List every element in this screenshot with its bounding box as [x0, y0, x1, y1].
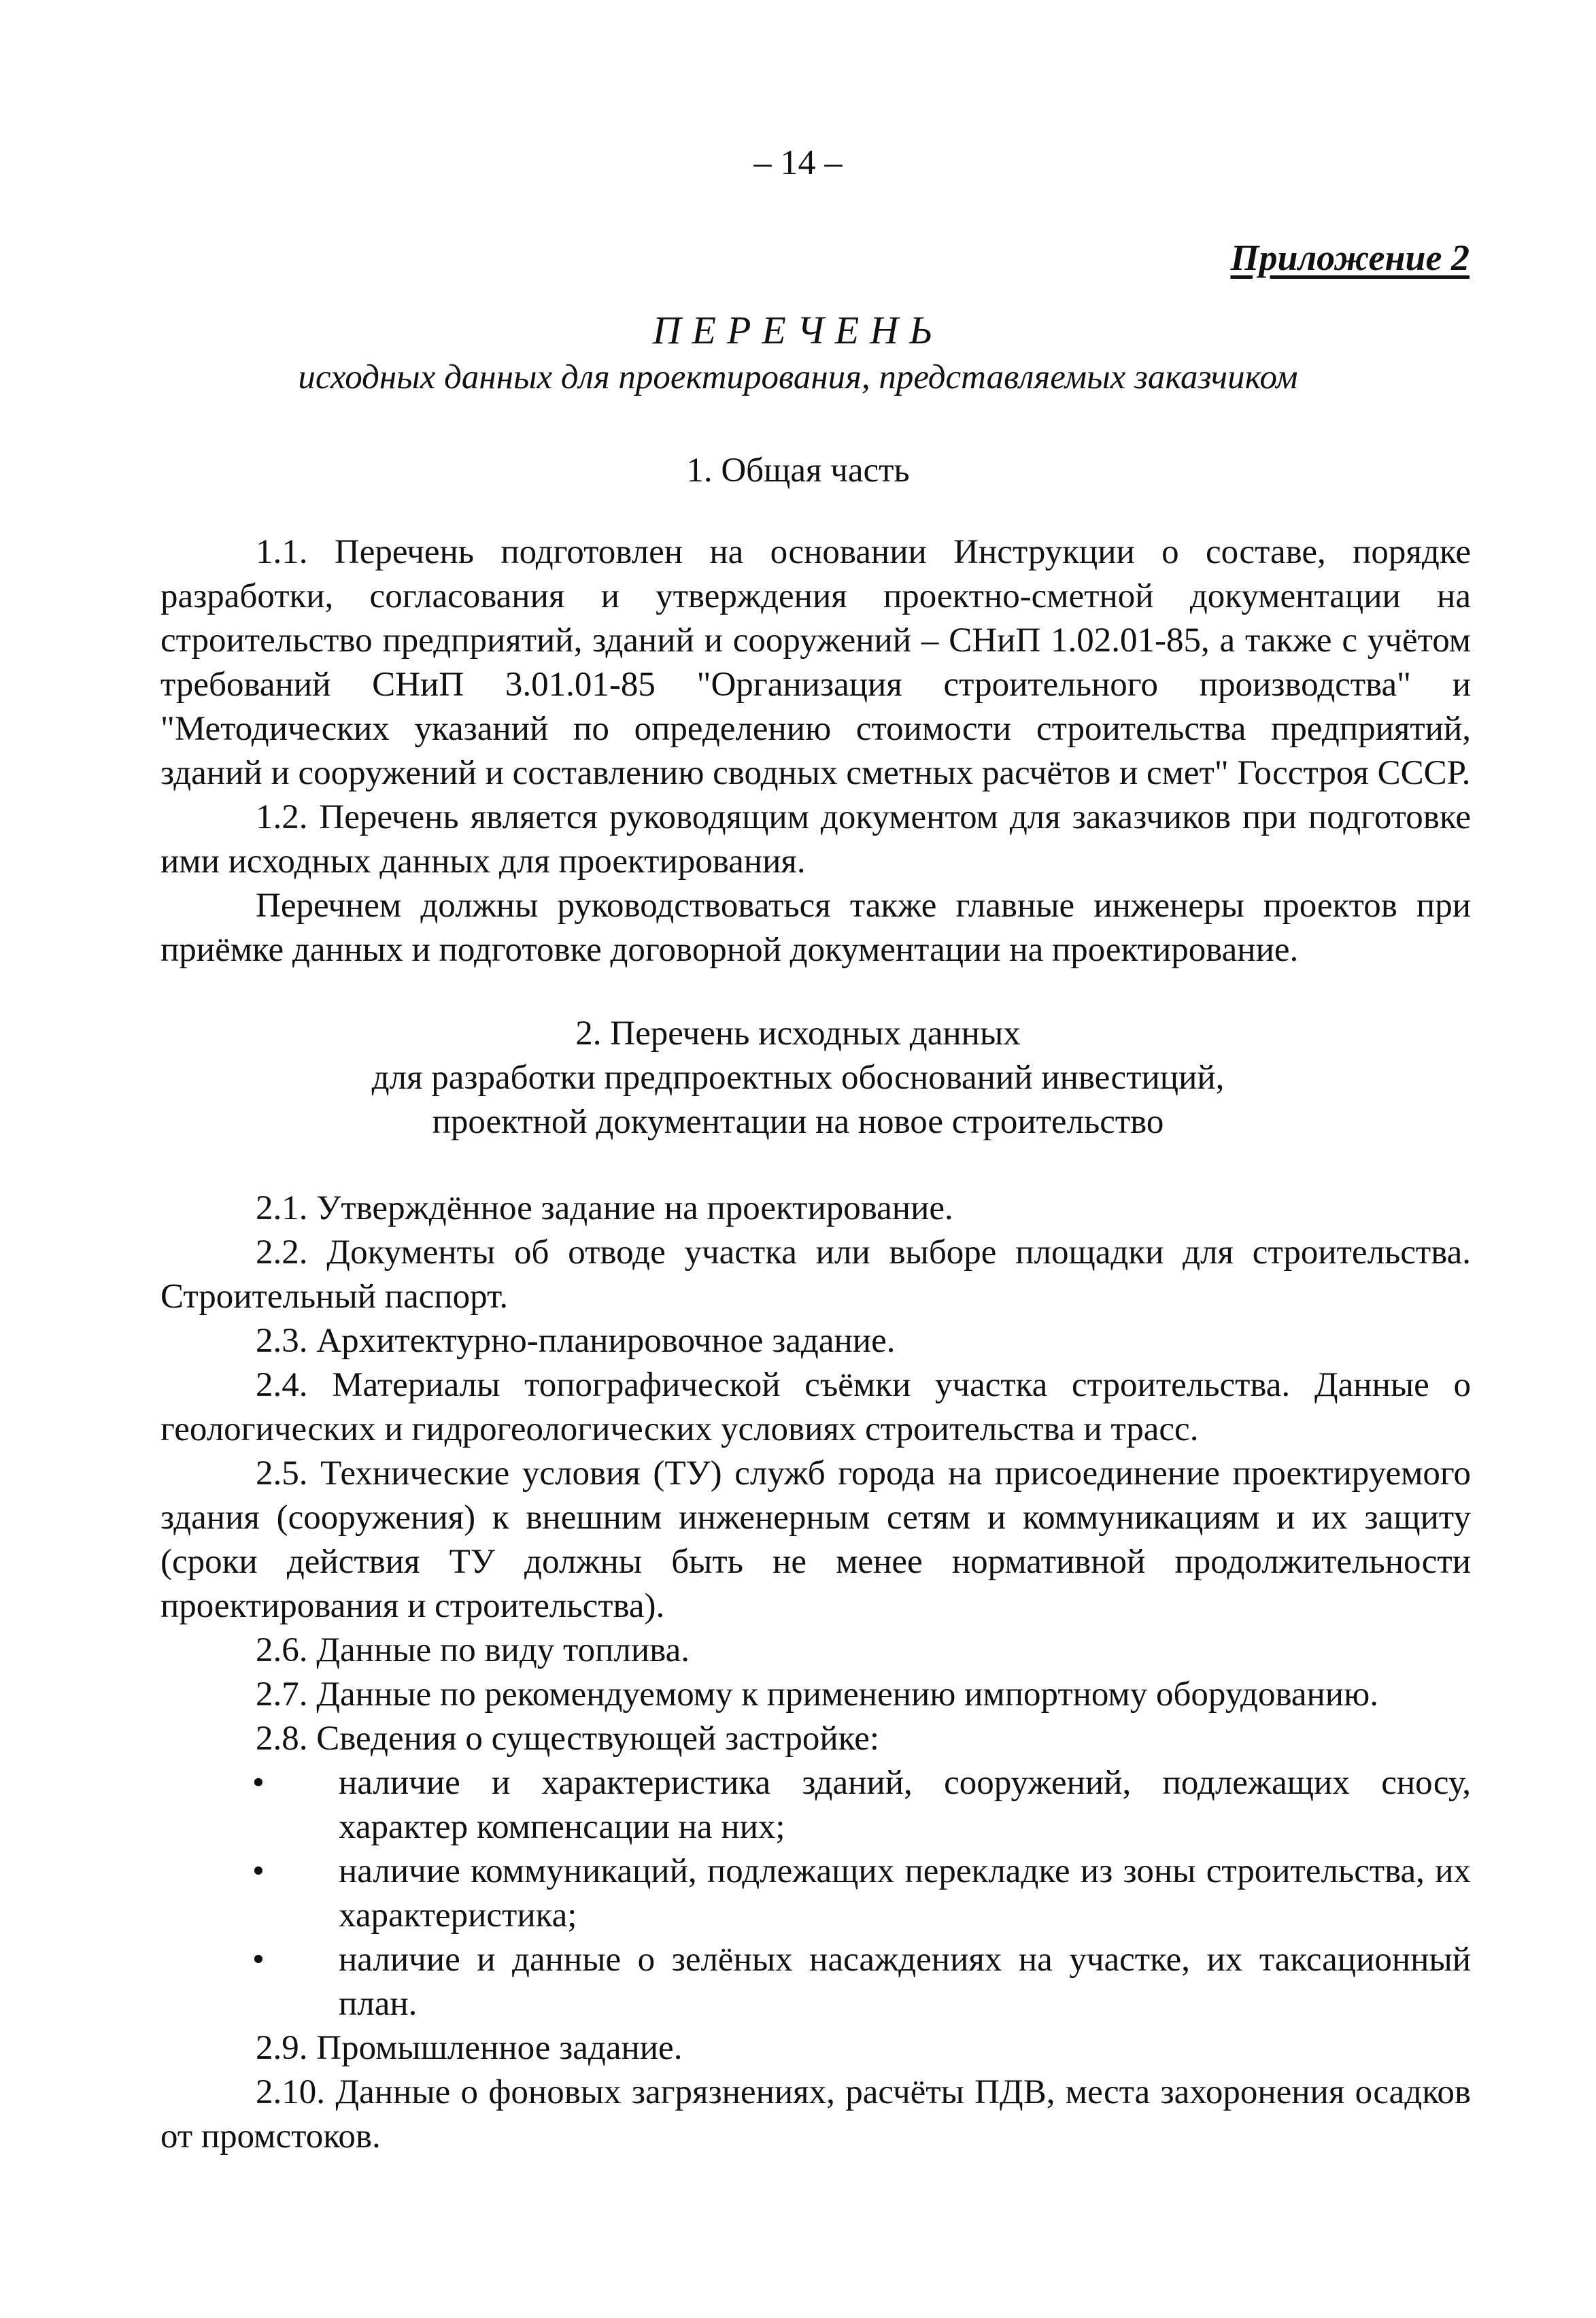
- section-2-heading-line: 2. Перечень исходных данных: [575, 1015, 1021, 1053]
- section-2-heading-line: проектной документации на новое строительство: [432, 1103, 1164, 1141]
- item-2-1: 2.1. Утверждённое задание на проектирование.: [256, 1189, 953, 1227]
- bullet-icon: •: [252, 1852, 265, 1890]
- section-1-body: [160, 530, 1471, 972]
- item-2-8: 2.8. Сведения о существующей застройке:: [256, 1720, 880, 1758]
- item-2-10: 2.10. Данные о фоновых загрязнениях, расчёты ПДВ, места захоронения осадков от промстоков.: [160, 2073, 1471, 2155]
- paragraph-1-2: 1.2. Перечень является руководящим документом для заказчиков при подготовке ими исходных данных для проектирования.: [160, 798, 1471, 881]
- item-2-7: 2.7. Данные по рекомендуемому к применению импортному оборудованию.: [256, 1675, 1378, 1714]
- item-2-9: 2.9. Промышленное задание.: [256, 2029, 683, 2067]
- bullet-text: наличие и данные о зелёных насаждениях на участке, их таксационный план.: [339, 1941, 1471, 2023]
- item-2-3: 2.3. Архитектурно-планировочное задание.: [256, 1322, 896, 1360]
- bullet-text: наличие и характеристика зданий, сооружений, подлежащих сносу, характер компенсации на них;: [339, 1764, 1471, 1846]
- bullet-icon: •: [252, 1764, 265, 1802]
- bullet-icon: •: [252, 1941, 265, 1979]
- item-2-5: 2.5. Технические условия (ТУ) служб города на присоединение проектируемого здания (сооружения) к внешним инженерным сетям и коммуникациям и их защиту (сроки действия ТУ должны быть не менее нормативной продолжительности проектирования и строительства).: [160, 1454, 1471, 1625]
- appendix-label: Приложение 2: [1230, 237, 1470, 278]
- section-2-heading: [0, 1012, 1596, 1144]
- section-2-body: [160, 1187, 1471, 2159]
- paragraph-1-1: 1.1. Перечень подготовлен на основании Инструкции о составе, порядке разработки, согласования и утверждения проектно-сметной документации на строительство предприятий, зданий и сооружений – СНиП 1.02.01-85, а также с учётом требований СНиП 3.01.01-85 "Организация строительного производства" и "Методических указаний по определению стоимости строительства предприятий, зданий и сооружений и составлению сводных сметных расчётов и смет" Госстроя СССР.: [160, 533, 1471, 792]
- page-number: – 14 –: [753, 143, 843, 182]
- document-subtitle: исходных данных для проектирования, представляемых заказчиком: [298, 358, 1298, 396]
- bullet-item: [160, 1761, 1471, 1850]
- section-2-heading-line: для разработки предпроектных обоснований инвестиций,: [371, 1059, 1225, 1097]
- bullet-text: наличие коммуникаций, подлежащих перекладке из зоны строительства, их характеристика;: [339, 1852, 1471, 1934]
- item-2-2: 2.2. Документы об отводе участка или выборе площадки для строительства. Строительный паспорт.: [160, 1233, 1471, 1316]
- document-title: ПЕРЕЧЕНЬ: [652, 308, 944, 352]
- bullet-item: [160, 1938, 1471, 2026]
- item-2-4: 2.4. Материалы топографической съёмки участка строительства. Данные о геологических и гидрогеологических условиях строительства и трасс.: [160, 1366, 1471, 1448]
- section-1-heading: 1. Общая часть: [686, 451, 910, 490]
- paragraph-1-3: Перечнем должны руководствоваться также главные инженеры проектов при приёмке данных и подготовке договорной документации на проектирование.: [160, 887, 1471, 969]
- bullet-item: [160, 1850, 1471, 1938]
- item-2-6: 2.6. Данные по виду топлива.: [256, 1631, 690, 1669]
